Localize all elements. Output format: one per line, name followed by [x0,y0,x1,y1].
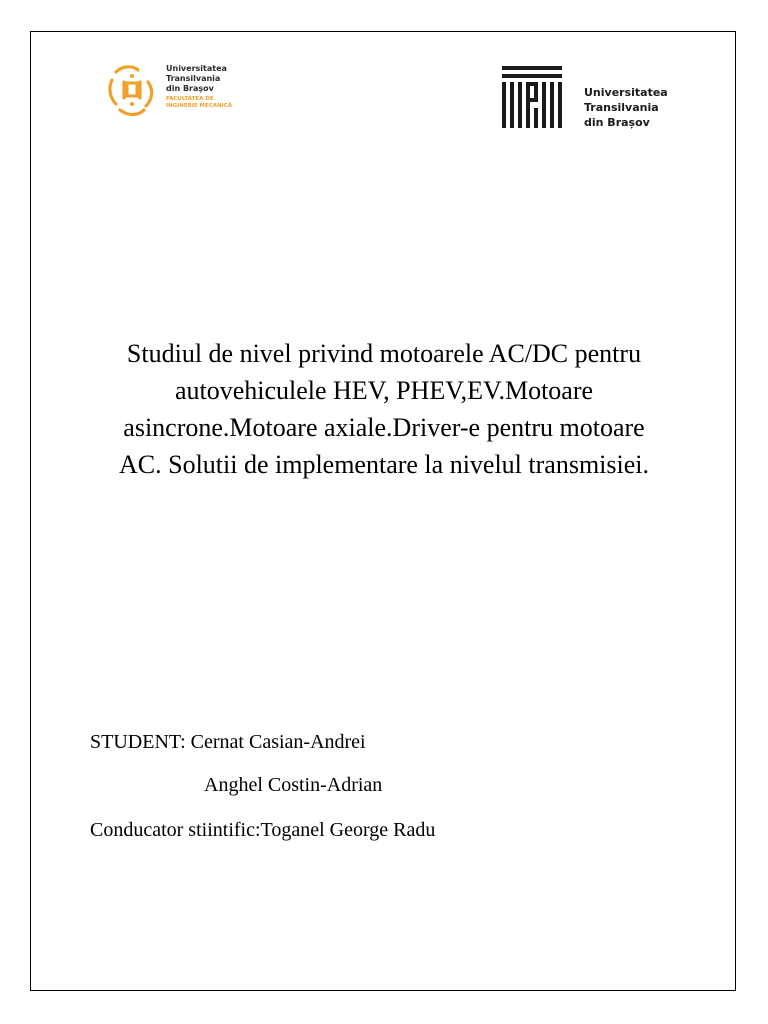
university-logo [502,66,682,130]
faculty-emblem-icon [104,62,160,118]
title-line-4: AC. Solutii de implementare la nivelul transmisiei. [118,450,650,479]
title-line-1: Studiul de nivel privind motoarele AC/DC pentru [126,339,642,368]
university-emblem-icon [502,66,564,130]
second-student-line: Anghel Costin-Adrian [204,774,383,796]
student-line: STUDENT: Cernat Casian-Andrei [90,731,366,753]
left-logo-line-3: din Brașov [166,84,214,93]
left-logo-line-2: Transilvania [166,74,221,83]
advisor-line: Conducator stiintific:Toganel George Radu [90,819,436,841]
right-logo-line-2: Transilvania [584,101,659,114]
left-logo-faculty-1: FACULTATEA DE [166,96,214,102]
title-line-3: asincrone.Motoare axiale.Driver-e pentru motoare [123,413,645,442]
faculty-logo [104,60,244,120]
left-logo-faculty-2: INGINERIE MECANICĂ [166,103,232,109]
title-line-2: autovehiculele HEV, PHEV,EV.Motoare [174,376,594,405]
right-logo-line-1: Universitatea [584,86,668,99]
left-logo-line-1: Universitatea [166,64,227,73]
document-title [70,335,698,483]
page-frame [30,31,736,991]
right-logo-line-3: din Brașov [584,116,650,129]
